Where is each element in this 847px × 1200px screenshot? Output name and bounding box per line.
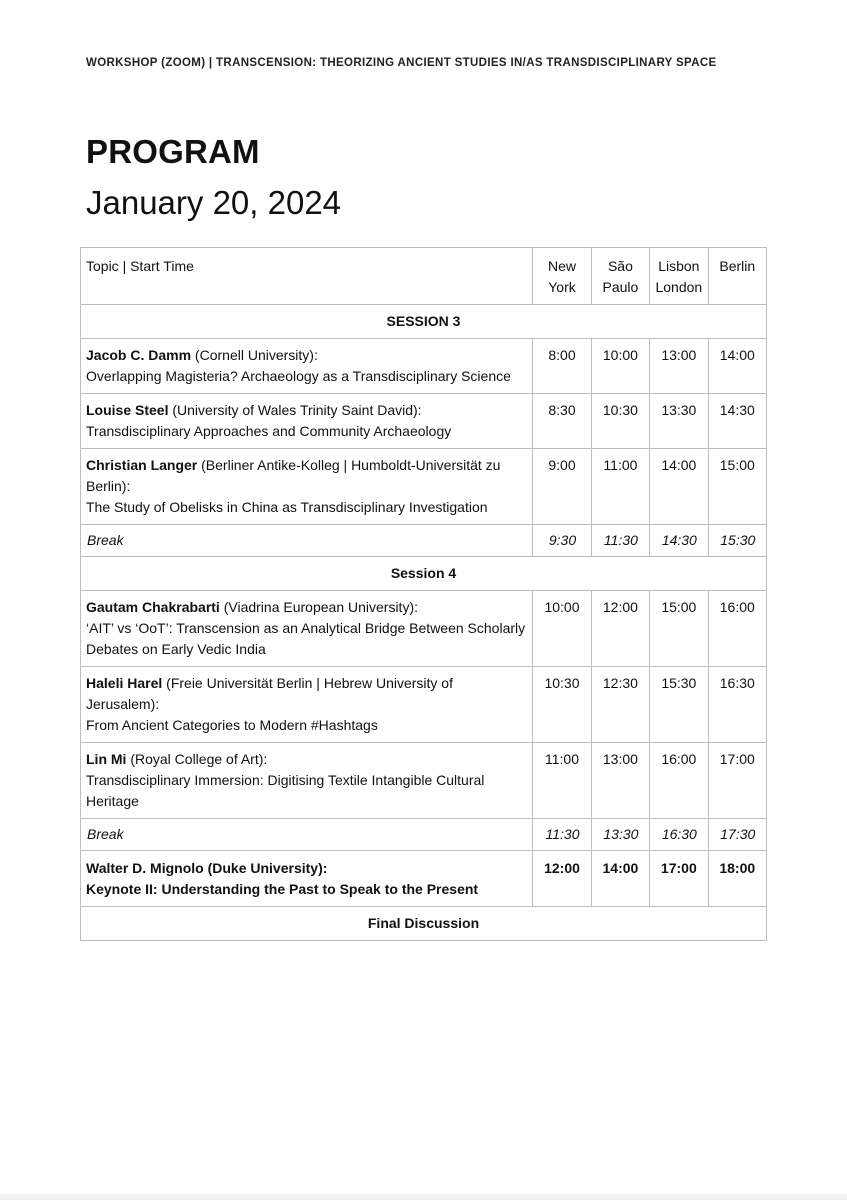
talk-cell [81,449,533,525]
time-new-york: 11:00 [533,743,591,819]
talk-title: Transdisciplinary Approaches and Community Archaeology [86,423,452,439]
time-sao-paulo: 13:00 [591,743,649,819]
speaker-affiliation: (Freie Universität Berlin | Hebrew University of Jerusalem): [86,675,453,712]
session-4-heading: Session 4 [81,557,767,591]
break-row [81,525,767,557]
time-berlin: 16:00 [708,591,766,667]
table-row [81,449,767,525]
table-header-row [81,248,767,305]
session-3-row [81,305,767,339]
table-row [81,394,767,449]
break-label: Break [81,525,533,557]
time-berlin: 15:00 [708,449,766,525]
time-lisbon-london: 15:30 [650,667,708,743]
table-row [81,339,767,394]
talk-cell [81,394,533,449]
speaker-affiliation: (Cornell University): [191,347,318,363]
time-new-york: 9:30 [533,525,591,557]
talk-title: Transdisciplinary Immersion: Digitising Textile Intangible Cultural Heritage [86,772,485,809]
final-discussion-heading: Final Discussion [81,907,767,941]
keynote-cell [81,851,533,907]
keynote-row [81,851,767,907]
speaker-name: Jacob C. Damm [86,347,192,363]
column-header-berlin: Berlin [708,248,766,305]
time-sao-paulo: 13:30 [591,819,649,851]
talk-title: ‘AIT’ vs ‘OoT’: Transcension as an Analytical Bridge Between Scholarly Debates on Early Vedic India [86,620,526,657]
time-sao-paulo: 10:00 [591,339,649,394]
time-new-york: 8:00 [533,339,591,394]
time-lisbon-london: 17:00 [650,851,708,907]
keynote-title: Keynote II: Understanding the Past to Speak to the Present [86,881,479,897]
program-table [80,247,767,941]
talk-title: The Study of Obelisks in China as Transdisciplinary Investigation [86,499,488,515]
document-header: WORKSHOP (ZOOM) | TRANSCENSION: THEORIZING ANCIENT STUDIES IN/AS TRANSDISCIPLINARY SPACE [86,57,717,69]
time-new-york: 9:00 [533,449,591,525]
time-berlin: 18:00 [708,851,766,907]
break-row [81,819,767,851]
final-discussion-row [81,907,767,941]
time-new-york: 12:00 [533,851,591,907]
talk-title: Overlapping Magisteria? Archaeology as a Transdisciplinary Science [86,368,511,384]
speaker-name: Christian Langer [86,457,198,473]
page-title: PROGRAM [86,133,260,170]
column-header-new-york: New York [533,248,591,305]
time-lisbon-london: 14:30 [650,525,708,557]
time-sao-paulo: 11:00 [591,449,649,525]
time-berlin: 17:00 [708,743,766,819]
time-berlin: 17:30 [708,819,766,851]
column-header-lisbon-london: Lisbon London [650,248,708,305]
speaker-affiliation: (Royal College of Art): [126,751,268,767]
time-new-york: 11:30 [533,819,591,851]
time-lisbon-london: 13:00 [650,339,708,394]
session-4-row [81,557,767,591]
speaker-name: Gautam Chakrabarti [86,599,220,615]
talk-cell [81,743,533,819]
page-date: January 20, 2024 [86,184,342,221]
time-lisbon-london: 16:00 [650,743,708,819]
keynote-speaker: Walter D. Mignolo (Duke University): [86,860,328,876]
time-new-york: 10:30 [533,667,591,743]
time-berlin: 16:30 [708,667,766,743]
time-berlin: 14:30 [708,394,766,449]
time-sao-paulo: 11:30 [591,525,649,557]
talk-cell [81,591,533,667]
break-label: Break [81,819,533,851]
speaker-affiliation: (Viadrina European University): [219,599,418,615]
speaker-name: Louise Steel [86,402,169,418]
speaker-affiliation: (Berliner Antike-Kolleg | Humboldt-Universität zu Berlin): [86,457,501,494]
column-header-sao-paulo: São Paulo [591,248,649,305]
time-lisbon-london: 13:30 [650,394,708,449]
time-lisbon-london: 16:30 [650,819,708,851]
time-sao-paulo: 12:00 [591,591,649,667]
time-sao-paulo: 14:00 [591,851,649,907]
speaker-affiliation: (University of Wales Trinity Saint David): [168,402,422,418]
talk-cell [81,667,533,743]
time-new-york: 8:30 [533,394,591,449]
table-row [81,591,767,667]
time-lisbon-london: 15:00 [650,591,708,667]
time-berlin: 14:00 [708,339,766,394]
time-new-york: 10:00 [533,591,591,667]
table-row [81,667,767,743]
table-row [81,743,767,819]
time-sao-paulo: 10:30 [591,394,649,449]
time-sao-paulo: 12:30 [591,667,649,743]
column-header-topic: Topic | Start Time [81,248,533,305]
time-berlin: 15:30 [708,525,766,557]
speaker-name: Lin Mi [86,751,127,767]
talk-title: From Ancient Categories to Modern #Hashtags [86,717,378,733]
time-lisbon-london: 14:00 [650,449,708,525]
page-bottom-edge [0,1194,847,1200]
talk-cell [81,339,533,394]
session-3-heading: SESSION 3 [81,305,767,339]
speaker-name: Haleli Harel [86,675,163,691]
